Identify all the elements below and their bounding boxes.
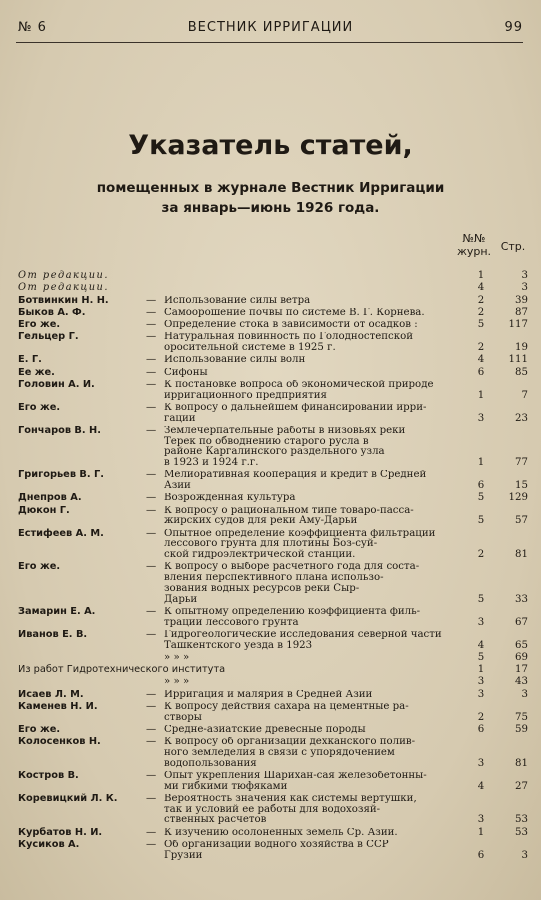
entry-title: Использование силы ветра <box>164 295 311 306</box>
entry-title: К изучению осолоненных земель Ср. Азии. <box>164 827 398 838</box>
index-entry <box>18 665 530 676</box>
entry-author: Курбатов Н. И. <box>18 826 103 838</box>
index-entry <box>18 702 530 723</box>
entry-author: Ботвинкин Н. Н. <box>18 294 109 306</box>
index-entry <box>18 607 530 628</box>
entry-dash: — <box>146 319 157 331</box>
entry-page-number: 3 <box>521 282 528 294</box>
entry-title: К вопросу о выборе расчетного года для соста- вления перспективного плана использо- зования водных ресурсов реки Сыр- Дарьи <box>164 562 420 605</box>
index-entry <box>18 320 530 331</box>
entry-issue-number: 3 <box>477 814 485 826</box>
entry-issue-number: 1 <box>477 664 485 676</box>
entry-dash: — <box>146 366 157 378</box>
entry-page-number: 3 <box>521 849 528 861</box>
entry-title: Опытное определение коэффициента фильтрации лессового грунта для плотины Боз-суй- ской гидроэлектрической станции. <box>164 528 436 561</box>
entry-page-number: 57 <box>515 515 528 527</box>
entry-dash: — <box>146 628 157 640</box>
journal-title: ВЕСТНИК ИРРИГАЦИИ <box>187 20 354 35</box>
entry-dash <box>146 271 164 282</box>
entry-title: Сифоны <box>164 367 208 378</box>
entry-issue-number: 2 <box>477 711 485 723</box>
entry-title: Натуральная повинность по Голодностепской оросительной системе в 1925 г. <box>164 332 414 354</box>
entry-page-number: 53 <box>515 814 528 826</box>
index-entry <box>18 368 530 379</box>
entry-dash: — <box>146 354 157 366</box>
entry-author: Е. Г. <box>18 354 42 366</box>
entry-issue-number: 4 <box>477 780 485 792</box>
entry-issue-number: 1 <box>477 826 485 838</box>
entry-author: Исаев Л. М. <box>18 688 84 700</box>
entry-issue-number: 1 <box>477 389 485 401</box>
entry-title: К вопросу действия сахара на цементные ра- створы <box>164 702 409 723</box>
entry-page-number: 69 <box>515 651 528 663</box>
subtitle-line-2: за январь—июнь 1926 года. <box>161 200 380 216</box>
index-entry <box>18 840 530 861</box>
entry-issue-number: 3 <box>477 688 485 700</box>
running-header <box>18 20 523 40</box>
entry-title: » » » <box>164 652 190 663</box>
entry-issue-number: 5 <box>477 593 485 605</box>
entry-page-number: 33 <box>515 593 528 605</box>
entry-dash: — <box>146 701 157 713</box>
entry-issue-number: 4 <box>477 282 485 294</box>
entry-title: К постановке вопроса об экономической природе ирригационного предприятия <box>164 380 434 401</box>
entry-issue-number: 5 <box>477 492 485 504</box>
index-entry <box>18 283 530 294</box>
entry-author <box>18 677 146 688</box>
entry-issue-number: 6 <box>477 366 485 378</box>
page-title: Указатель статей, <box>128 130 413 161</box>
entry-page-number: 77 <box>515 457 528 469</box>
entry-author: Быков А. Ф. <box>18 306 86 318</box>
entry-issue-number: 2 <box>477 294 485 306</box>
issue-column-header-line-2: журн. <box>456 245 492 258</box>
entry-dash <box>146 677 164 688</box>
entry-title: Мелиоративная кооперация и кредит в Средней Азии <box>164 470 427 492</box>
index-entry <box>18 308 530 319</box>
entry-author: Колосенков Н. <box>18 736 101 748</box>
entry-issue-number: 4 <box>477 354 485 366</box>
entry-title: Возрожденная культура <box>164 493 296 504</box>
entry-author: Григорьев В. Г. <box>18 469 104 481</box>
entry-dash: — <box>146 527 157 539</box>
entry-title: К вопросу об организации дехканского полив- ного земледелия в связи с упорядочением водопользования <box>164 737 416 769</box>
entry-page-number: 17 <box>515 664 528 676</box>
index-entry <box>18 630 530 651</box>
index-entry <box>18 677 530 688</box>
entry-author <box>18 653 146 664</box>
entry-author: Ее же. <box>18 366 55 378</box>
entry-dash: — <box>146 770 157 782</box>
entry-page-number: 3 <box>521 270 528 281</box>
page-subtitle <box>0 178 541 218</box>
entry-title: Ирригация и малярия в Средней Азии <box>164 689 373 700</box>
entry-author: От редакции. <box>18 282 109 294</box>
page-number: 99 <box>504 20 523 35</box>
entry-author: Днепров А. <box>18 492 82 504</box>
entry-dash: — <box>146 306 157 318</box>
entry-dash: — <box>146 826 157 838</box>
entry-dash: — <box>146 402 157 414</box>
entry-issue-number: 4 <box>477 639 485 651</box>
entry-issue-number: 1 <box>477 270 485 281</box>
entry-issue-number: 5 <box>477 319 485 331</box>
index-entry <box>18 794 530 826</box>
entry-dash: — <box>146 839 157 851</box>
entry-issue-number: 2 <box>477 549 485 561</box>
entry-author: Гельцер Г. <box>18 331 79 343</box>
index-entry <box>18 355 530 366</box>
entry-title: К вопросу о рациональном типе товаро-пасса- жирских судов для реки Аму-Дарьи <box>164 505 414 527</box>
entry-dash: — <box>146 724 157 736</box>
header-rule <box>16 42 523 43</box>
index-entry <box>18 725 530 736</box>
entry-dash: — <box>146 425 157 437</box>
index-entry <box>18 771 530 792</box>
entry-page-number: 81 <box>515 757 528 769</box>
entry-author: Костров В. <box>18 770 79 782</box>
entry-dash: — <box>146 331 157 343</box>
entry-title: Землечерпательные работы в низовьях реки Терек по обводнению старого русла в районе Каргалинского раздельного узла в 1923 и 1924 г.г. <box>164 426 406 469</box>
index-entry <box>18 271 530 282</box>
entry-author: Головин А. И. <box>18 379 95 391</box>
index-entry <box>18 506 530 527</box>
entry-issue-number: 2 <box>477 342 485 354</box>
entry-title: » » » <box>164 677 190 688</box>
entry-page-number: 85 <box>515 366 528 378</box>
entry-author: Замарин Е. А. <box>18 605 96 617</box>
entry-page-number: 23 <box>515 412 528 424</box>
entry-issue-number: 6 <box>477 724 485 736</box>
entry-dash: — <box>146 688 157 700</box>
entry-author: Его же. <box>18 319 61 331</box>
issue-column-header <box>452 232 496 258</box>
index-entry <box>18 737 530 769</box>
entry-author: От редакции. <box>18 270 109 281</box>
entry-dash <box>146 283 164 294</box>
entry-title: Гидрогеологические исследования северной части Ташкентского уезда в 1923 <box>164 629 442 651</box>
index-entry <box>18 493 530 504</box>
index-entry <box>18 470 530 491</box>
entry-page-number: 87 <box>515 306 528 318</box>
entry-page-number: 7 <box>521 389 528 401</box>
entry-dash: — <box>146 561 157 573</box>
entry-author: Из работ Гидротехнического института <box>18 664 226 676</box>
entry-issue-number: 3 <box>477 412 485 424</box>
entry-author: Дюкон Г. <box>18 504 70 516</box>
entry-page-number: 39 <box>515 294 528 306</box>
entry-author: Естифеев А. М. <box>18 527 104 539</box>
subtitle-line-1: помещенных в журнале Вестник Ирригации <box>96 180 445 196</box>
index-entry <box>18 332 530 353</box>
entry-issue-number: 6 <box>477 480 485 492</box>
entry-dash: — <box>146 504 157 516</box>
entry-dash <box>146 653 164 664</box>
entry-author: Его же. <box>18 561 61 573</box>
entry-page-number: 15 <box>515 480 528 492</box>
entry-title: Самоорошение почвы по системе В. Г. Корнева. <box>164 307 425 318</box>
entry-issue-number: 1 <box>477 457 485 469</box>
entry-issue-number: 3 <box>477 757 485 769</box>
article-index-list <box>18 271 530 863</box>
entry-page-number: 43 <box>515 676 528 688</box>
entry-author: Иванов Е. В. <box>18 628 88 640</box>
entry-dash: — <box>146 605 157 617</box>
entry-title: К вопросу о дальнейшем финансировании ирри- гации <box>164 403 427 424</box>
entry-dash: — <box>146 492 157 504</box>
issue-number: № 6 <box>18 20 47 35</box>
index-entry <box>18 690 530 701</box>
entry-title: Вероятность значения как системы вертушки, так и условий ее работы для водохозяй- ственных расчетов <box>164 794 417 826</box>
entry-page-number: 67 <box>515 616 528 628</box>
entry-author: Его же. <box>18 402 61 414</box>
entry-dash: — <box>146 469 157 481</box>
entry-issue-number: 3 <box>477 676 485 688</box>
entry-issue-number: 5 <box>477 515 485 527</box>
index-entry <box>18 403 530 424</box>
index-entry <box>18 828 530 839</box>
entry-page-number: 19 <box>515 342 528 354</box>
entry-title <box>164 283 454 294</box>
issue-column-header-line-1: №№ <box>462 232 486 245</box>
entry-page-number: 129 <box>508 492 528 504</box>
entry-page-number: 3 <box>521 688 528 700</box>
entry-issue-number: 2 <box>477 306 485 318</box>
entry-issue-number: 6 <box>477 849 485 861</box>
entry-issue-number: 5 <box>477 651 485 663</box>
entry-dash: — <box>146 736 157 748</box>
entry-author: Гончаров В. Н. <box>18 425 101 437</box>
entry-page-number: 53 <box>515 826 528 838</box>
entry-dash: — <box>146 294 157 306</box>
entry-page-number: 27 <box>515 780 528 792</box>
entry-author: Каменев Н. И. <box>18 701 98 713</box>
entry-page-number: 117 <box>508 319 528 331</box>
entry-author: Кусиков А. <box>18 839 80 851</box>
entry-title: Опыт укрепления Шарихан-сая железобетонны- ми гибкими тюфяками <box>164 771 427 792</box>
index-entry <box>18 380 530 401</box>
entry-dash: — <box>146 793 157 805</box>
entry-title: Определение стока в зависимости от осадков : <box>164 320 418 331</box>
index-entry <box>18 562 530 605</box>
entry-page-number: 75 <box>515 711 528 723</box>
entry-page-number: 59 <box>515 724 528 736</box>
entry-page-number: 111 <box>508 354 528 366</box>
entry-title: Использование силы волн <box>164 355 306 366</box>
entry-author: Его же. <box>18 724 61 736</box>
entry-title <box>164 271 454 282</box>
index-entry <box>18 529 530 561</box>
index-entry <box>18 426 530 469</box>
entry-title: Об организации водного хозяйства в ССР Грузии <box>164 840 389 861</box>
entry-title: Средне-азиатские древесные породы <box>164 725 366 736</box>
entry-dash: — <box>146 379 157 391</box>
page-column-header: Стр. <box>500 240 526 253</box>
entry-page-number: 65 <box>515 639 528 651</box>
index-entry <box>18 296 530 307</box>
entry-page-number: 81 <box>515 549 528 561</box>
entry-title: К опытному определению коэффициента филь- трации лессового грунта <box>164 606 421 628</box>
index-entry <box>18 653 530 664</box>
entry-issue-number: 3 <box>477 616 485 628</box>
entry-author: Коревицкий Л. К. <box>18 793 118 805</box>
